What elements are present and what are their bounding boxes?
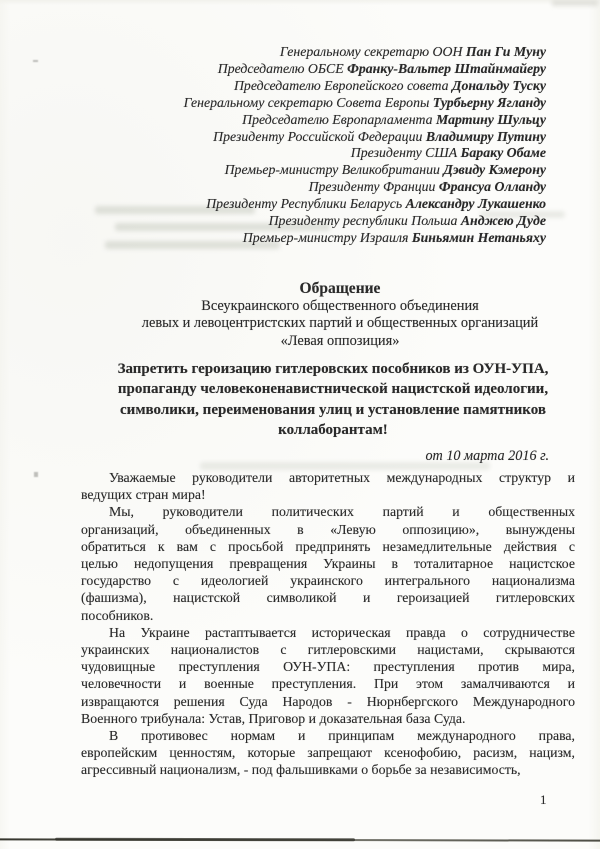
- addressee-role: Президенту Франции: [308, 179, 439, 195]
- body-line: извращаются решения Суда Народов - Нюрнбергского Международного: [81, 693, 575, 709]
- addressee-line: [184, 179, 546, 196]
- document-title-block: [105, 280, 575, 350]
- addressee-name: Турбьерну Ягланду: [432, 94, 546, 110]
- paragraph: [81, 727, 575, 779]
- body-line: Мы, руководители политических партий и общественных: [109, 504, 575, 520]
- body-line: Уважаемые руководители авторитетных международных структур и: [109, 470, 575, 485]
- addressee-line: [184, 78, 546, 95]
- title-line: «Левая оппозиция»: [280, 332, 400, 349]
- paragraph: [81, 503, 575, 623]
- addressee-name: Мартину Шульцу: [436, 111, 546, 127]
- scan-below-page-area: [0, 841, 600, 849]
- addressee-line: [184, 129, 546, 146]
- date-line: от 10 марта 2016 г.: [425, 448, 549, 464]
- addressee-role: Премьер-министру Великобритании: [224, 162, 444, 178]
- addressee-list: [184, 44, 546, 247]
- addressee-role: Генеральному секретарю Совета Европы: [183, 94, 433, 110]
- addressee-line: [184, 112, 546, 129]
- addressee-role: Председателю ОБСЕ: [217, 60, 348, 76]
- body-line: агрессивный национализм, - под фальшивками о борьбе за независимость,: [81, 762, 521, 778]
- body-line: европейским ценностям, которые запрещают ксенофобию, расизм, нацизм,: [81, 745, 575, 761]
- body-line: обратиться к вам с просьбой предпринять незамедлительные действия с: [81, 538, 575, 554]
- addressee-role: Президенту республики Польша: [268, 213, 461, 229]
- addressee-name: Дэвиду Кэмерону: [443, 162, 546, 178]
- body-line: ведущих стран мира!: [81, 487, 206, 503]
- addressee-name: Александру Лукашенко: [405, 196, 546, 212]
- document-title: Обращение: [299, 280, 381, 297]
- scan-speck: [34, 472, 38, 477]
- subject-line: коллаборантам!: [278, 421, 388, 438]
- addressee-role: Председателю Европарламента: [242, 111, 437, 127]
- body-line: Военного трибунала: Устав, Приговор и доказательная база Суда.: [81, 710, 466, 726]
- subject-line: пропаганду человеконенавистнической нацистской идеологии,: [117, 381, 549, 398]
- addressee-line: [184, 61, 546, 78]
- addressee-role: Генеральному секретарю ООН: [279, 44, 466, 59]
- addressee-name: Пан Ги Муну: [465, 44, 546, 59]
- addressee-line: [184, 230, 546, 247]
- addressee-line: [184, 196, 546, 213]
- body-line: На Украине растаптывается историческая правда о сотрудничестве: [109, 624, 575, 640]
- addressee-name: Франсуа Олланду: [438, 179, 546, 195]
- title-line: левых и левоцентристских партий и общественных организаций: [141, 315, 539, 331]
- addressee-role: Премьер-министру Израиля: [242, 229, 412, 245]
- subject-line: символики, переименования улиц и установление памятников: [120, 401, 546, 418]
- addressee-line: [184, 213, 546, 230]
- addressee-line: [184, 95, 546, 112]
- addressee-line: [184, 145, 546, 162]
- body-line: чудовищные преступления ОУН-УПА: преступления против мира,: [81, 659, 575, 675]
- paragraph: [81, 624, 575, 727]
- subject-heading: [95, 359, 571, 440]
- addressee-name: Биньямин Нетаньяху: [411, 229, 546, 245]
- body-line: человечности и военные преступления. При этом замалчиваются и: [81, 676, 575, 692]
- body-line: (фашизма), нацистской символикой и героизацией гитлеровских: [81, 590, 575, 606]
- addressee-name: Франку-Вальтер Штайнмайеру: [347, 60, 546, 76]
- scan-speck: [33, 60, 38, 62]
- subject-line: Запретить героизацию гитлеровских пособников из ОУН-УПА,: [117, 361, 549, 377]
- addressee-role: Председателю Европейского совета: [233, 77, 453, 93]
- addressee-name: Анджею Дуде: [460, 213, 546, 229]
- addressee-name: Бараку Обаме: [460, 145, 546, 161]
- body-line: пособников.: [81, 607, 154, 623]
- addressee-name: Владимиру Путину: [425, 128, 546, 144]
- addressee-line: [184, 44, 546, 61]
- body-line: украинских националистов с гитлеровскими нацистами, скрываются: [81, 642, 575, 658]
- title-line: Всеукраинского общественного объединения: [201, 297, 479, 314]
- paragraph: [81, 469, 575, 503]
- scan-edge-streak: [552, 0, 598, 6]
- letter-body: [81, 469, 575, 779]
- body-line: В противовес нормам и принципам международного права,: [109, 728, 575, 744]
- body-line: организаций, объединенных в «Левую оппозицию», вынуждены: [81, 521, 575, 537]
- page-number: 1: [540, 792, 547, 807]
- body-line: целью недопущения превращения Украины в тоталитарное нацистское: [81, 556, 575, 572]
- addressee-role: Президенту США: [350, 145, 461, 161]
- body-line: государство с идеологией украинского интегрального национализма: [81, 573, 575, 589]
- addressee-name: Дональду Туску: [452, 77, 546, 93]
- addressee-role: Президенту Российской Федерации: [213, 128, 426, 144]
- addressee-role: Президенту Республики Беларусь: [206, 196, 406, 212]
- addressee-line: [184, 162, 546, 179]
